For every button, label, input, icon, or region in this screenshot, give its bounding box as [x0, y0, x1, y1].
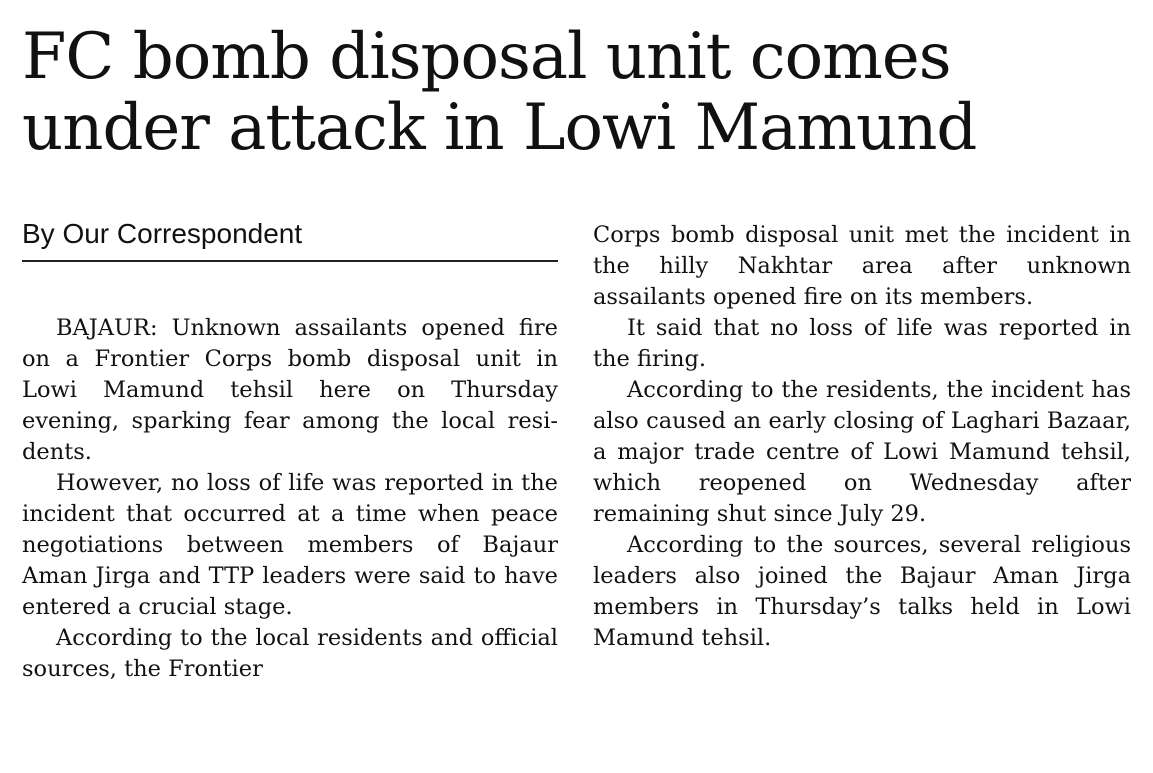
- paragraph-1: BAJAUR: Unknown assailants opened fire on a Frontier Corps bomb disposal unit in Lowi Mamund tehsil here on Thursday evening, sparking fear among the local residents.: [22, 315, 558, 465]
- headline: [22, 22, 1142, 164]
- paragraph-3: According to the local residents and official sources, the Frontier: [22, 625, 558, 682]
- paragraph-2: However, no loss of life was reported in the incident that occurred at a time when peace negotiations between members of Bajaur Aman Jirga and TTP leaders were said to have entered a crucial stage.: [22, 470, 558, 620]
- article-column-right: [593, 220, 1131, 654]
- paragraph-6: According to the sources, several religious leaders also joined the Bajaur Aman Jirga members in Thursday’s talks held in Lowi Mamund tehsil.: [593, 532, 1131, 651]
- paragraph-5: According to the residents, the incident has also caused an early closing of Laghari Bazaar, a major trade centre of Lowi Mamund tehsil, which reopened on Wednesday after remaining shut since July 29.: [593, 377, 1131, 527]
- byline: By Our Correspondent: [22, 214, 558, 262]
- paragraph-3-continued: Corps bomb disposal unit met the incident in the hilly Nakhtar area after unknown assailants opened fire on its members.: [593, 222, 1131, 310]
- article-column-left: [22, 313, 558, 685]
- headline-line-1: FC bomb disposal unit comes: [22, 20, 951, 94]
- paragraph-4: It said that no loss of life was reported in the firing.: [593, 315, 1131, 372]
- headline-line-2: under attack in Lowi Mamund: [22, 91, 977, 165]
